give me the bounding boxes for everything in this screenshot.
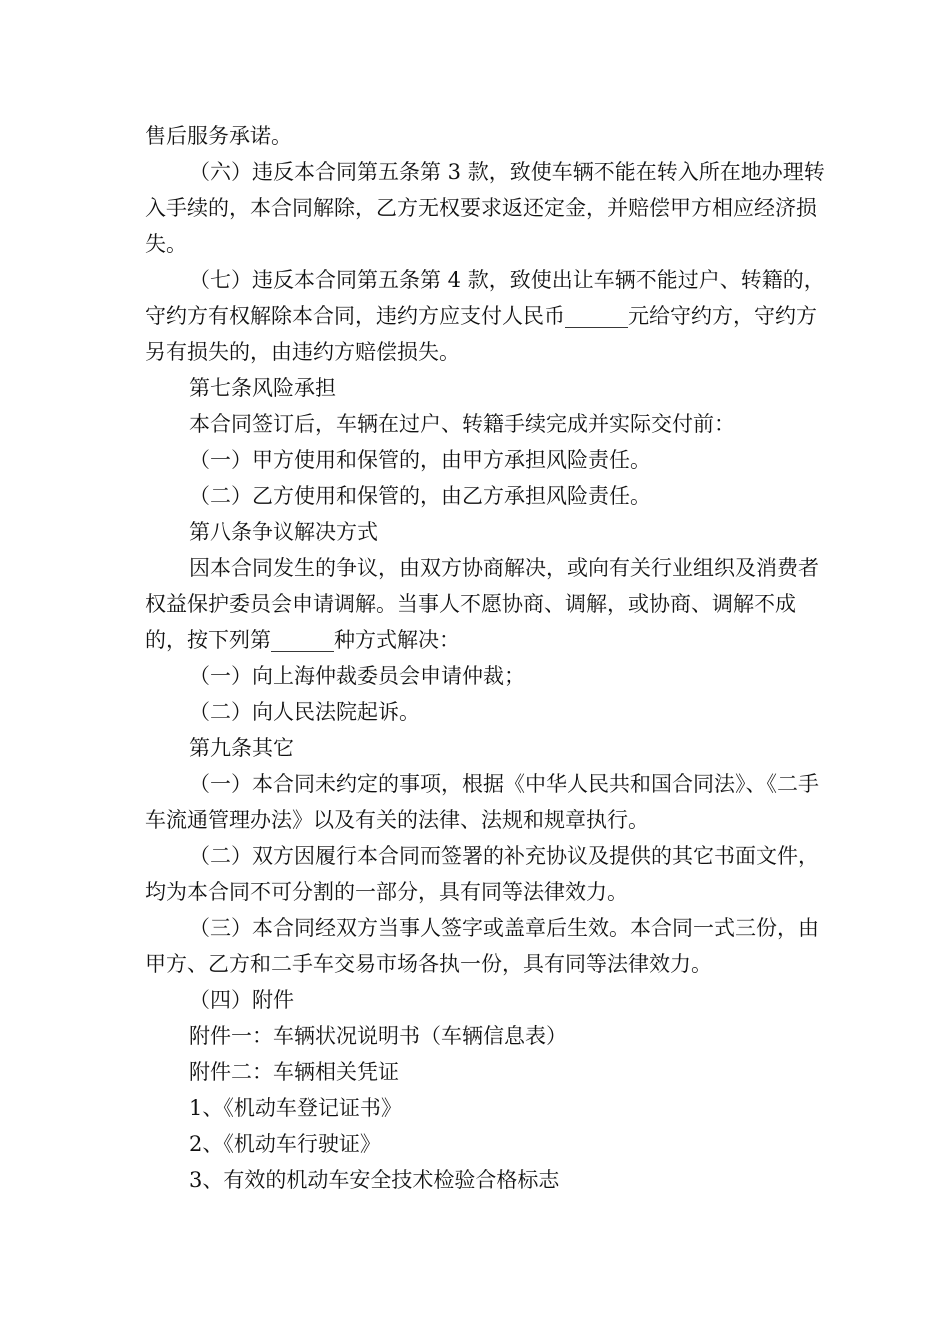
list-item: （一）本合同未约定的事项，根据《中华人民共和国合同法》、《二手车流通管理办法》以及有关的法律、法规和规章执行。 xyxy=(145,772,819,832)
list-item: 1、《机动车登记证书》 xyxy=(189,1096,402,1120)
article-8-heading: 第八条争议解决方式 xyxy=(189,520,378,544)
list-item: （二）向人民法院起诉。 xyxy=(189,700,420,724)
clause-6: （六）违反本合同第五条第 3 款，致使车辆不能在转入所在地办理转入手续的，本合同解除，乙方无权要求返还定金，并赔偿甲方相应经济损失。 xyxy=(145,160,825,256)
clause-7: （七）违反本合同第五条第 4 款，致使出让车辆不能过户、转籍的，守约方有权解除本合同，违约方应支付人民币______元给守约方，守约方另有损失的，由违约方赔偿损失。 xyxy=(145,268,825,364)
document-body xyxy=(145,118,825,1198)
list-item: （二）乙方使用和保管的，由乙方承担风险责任。 xyxy=(189,484,651,508)
paragraph: 售后服务承诺。 xyxy=(145,124,292,148)
list-item: （三）本合同经双方当事人签字或盖章后生效。本合同一式三份，由甲方、乙方和二手车交易市场各执一份，具有同等法律效力。 xyxy=(145,916,819,976)
list-item: （一）甲方使用和保管的，由甲方承担风险责任。 xyxy=(189,448,651,472)
list-item: （四）附件 xyxy=(189,988,294,1012)
list-item: （二）双方因履行本合同而签署的补充协议及提供的其它书面文件，均为本合同不可分割的一部分，具有同等法律效力。 xyxy=(145,844,819,904)
attachment-item: 附件一：车辆状况说明书（车辆信息表） xyxy=(189,1024,567,1048)
article-9-heading: 第九条其它 xyxy=(189,736,294,760)
list-item: 2、《机动车行驶证》 xyxy=(189,1132,381,1156)
list-item: 3、有效的机动车安全技术检验合格标志 xyxy=(189,1168,560,1192)
paragraph: 本合同签订后，车辆在过户、转籍手续完成并实际交付前： xyxy=(189,412,735,436)
attachment-item: 附件二：车辆相关凭证 xyxy=(189,1060,399,1084)
paragraph: 因本合同发生的争议，由双方协商解决，或向有关行业组织及消费者权益保护委员会申请调解。当事人不愿协商、调解，或协商、调解不成的，按下列第______种方式解决： xyxy=(145,556,819,652)
article-7-heading: 第七条风险承担 xyxy=(189,376,336,400)
list-item: （一）向上海仲裁委员会申请仲裁； xyxy=(189,664,525,688)
